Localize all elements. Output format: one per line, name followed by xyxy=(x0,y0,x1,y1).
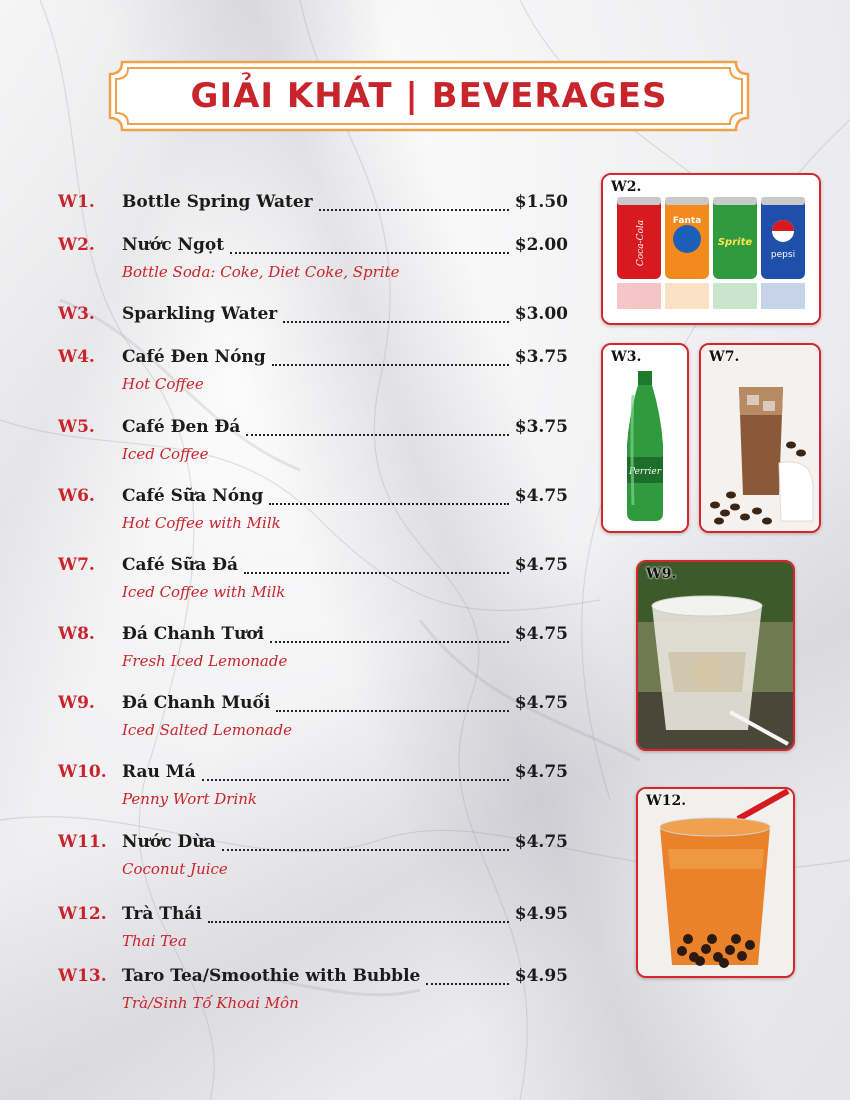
item-name: Taro Tea/Smoothie with Bubble xyxy=(122,966,421,986)
leader-dots xyxy=(272,363,509,366)
leader-dots xyxy=(222,848,509,851)
item-price: $4.75 xyxy=(514,624,568,644)
menu-item xyxy=(58,904,568,950)
menu-item xyxy=(58,235,568,281)
item-name: Café Đen Đá xyxy=(122,417,241,437)
leader-dots xyxy=(208,920,509,923)
item-price: $1.50 xyxy=(514,192,568,212)
photo-label: W9. xyxy=(646,566,677,582)
bottle-label: Perrier xyxy=(628,467,662,477)
item-name: Sparkling Water xyxy=(122,304,278,324)
item-code: W10. xyxy=(58,762,107,782)
item-name: Trà Thái xyxy=(122,904,202,924)
item-price: $4.75 xyxy=(514,486,568,506)
menu-item xyxy=(58,192,568,218)
photo-thai-tea xyxy=(636,787,795,978)
item-code: W3. xyxy=(58,304,95,324)
item-name: Đá Chanh Tươi xyxy=(122,624,265,644)
item-price: $4.95 xyxy=(514,904,568,924)
leader-dots xyxy=(283,320,509,323)
item-price: $4.75 xyxy=(514,762,568,782)
menu-item xyxy=(58,832,568,878)
item-description: Fresh Iced Lemonade xyxy=(122,652,288,670)
item-code: W1. xyxy=(58,192,95,212)
item-price: $4.75 xyxy=(514,693,568,713)
item-description: Hot Coffee with Milk xyxy=(122,514,281,532)
item-description: Thai Tea xyxy=(122,932,187,950)
photo-label: W3. xyxy=(611,349,642,365)
title-banner xyxy=(108,60,750,132)
item-code: W11. xyxy=(58,832,107,852)
leader-dots xyxy=(246,433,508,436)
leader-dots xyxy=(244,571,509,574)
item-price: $3.00 xyxy=(514,304,568,324)
photo-soda-cans xyxy=(601,173,821,325)
item-name: Nước Dừa xyxy=(122,832,216,852)
item-code: W13. xyxy=(58,966,107,986)
item-description: Penny Wort Drink xyxy=(122,790,257,808)
menu-item xyxy=(58,417,568,463)
item-code: W12. xyxy=(58,904,107,924)
item-description: Bottle Soda: Coke, Diet Coke, Sprite xyxy=(122,263,400,281)
item-code: W2. xyxy=(58,235,95,255)
leader-dots xyxy=(276,709,508,712)
can-label-pepsi: pepsi xyxy=(770,250,796,260)
menu-item xyxy=(58,347,568,393)
item-description: Iced Salted Lemonade xyxy=(122,721,293,739)
photo-label: W12. xyxy=(646,793,687,809)
photo-label: W2. xyxy=(611,179,642,195)
can-label-fanta: Fanta xyxy=(672,216,702,226)
photo-label: W7. xyxy=(709,349,740,365)
menu-item xyxy=(58,624,568,670)
item-name: Café Sữa Đá xyxy=(122,555,239,575)
menu-item xyxy=(58,304,568,330)
menu-item xyxy=(58,762,568,808)
menu-item xyxy=(58,555,568,601)
leader-dots xyxy=(202,778,509,781)
can-label-coke: Coca-Cola xyxy=(636,219,646,267)
item-code: W5. xyxy=(58,417,95,437)
item-name: Đá Chanh Muối xyxy=(122,693,271,713)
item-price: $3.75 xyxy=(514,347,568,367)
item-price: $4.75 xyxy=(514,555,568,575)
item-code: W6. xyxy=(58,486,95,506)
item-name: Café Đen Nóng xyxy=(122,347,266,367)
item-description: Trà/Sinh Tố Khoai Môn xyxy=(122,994,299,1012)
item-code: W8. xyxy=(58,624,95,644)
item-description: Hot Coffee xyxy=(122,375,204,393)
item-price: $2.00 xyxy=(514,235,568,255)
item-price: $4.95 xyxy=(514,966,568,986)
menu-item xyxy=(58,693,568,739)
item-name: Bottle Spring Water xyxy=(122,192,313,212)
item-name: Café Sữa Nóng xyxy=(122,486,264,506)
leader-dots xyxy=(230,251,509,254)
item-name: Rau Má xyxy=(122,762,196,782)
leader-dots xyxy=(426,982,508,985)
item-code: W9. xyxy=(58,693,95,713)
can-label-sprite: Sprite xyxy=(717,237,753,248)
item-code: W4. xyxy=(58,347,95,367)
leader-dots xyxy=(270,640,509,643)
photo-iced-coffee-milk xyxy=(699,343,821,533)
item-code: W7. xyxy=(58,555,95,575)
item-price: $3.75 xyxy=(514,417,568,437)
menu-item xyxy=(58,966,568,1012)
photo-sparkling-water xyxy=(601,343,689,533)
item-name: Nước Ngọt xyxy=(122,235,225,255)
leader-dots xyxy=(319,208,509,211)
item-description: Iced Coffee with Milk xyxy=(122,583,286,601)
leader-dots xyxy=(269,502,508,505)
item-price: $4.75 xyxy=(514,832,568,852)
item-description: Coconut Juice xyxy=(122,860,228,878)
page-title: GIẢI KHÁT | BEVERAGES xyxy=(190,76,668,116)
photo-salted-lemonade xyxy=(636,560,795,751)
menu-item xyxy=(58,486,568,532)
item-description: Iced Coffee xyxy=(122,445,209,463)
